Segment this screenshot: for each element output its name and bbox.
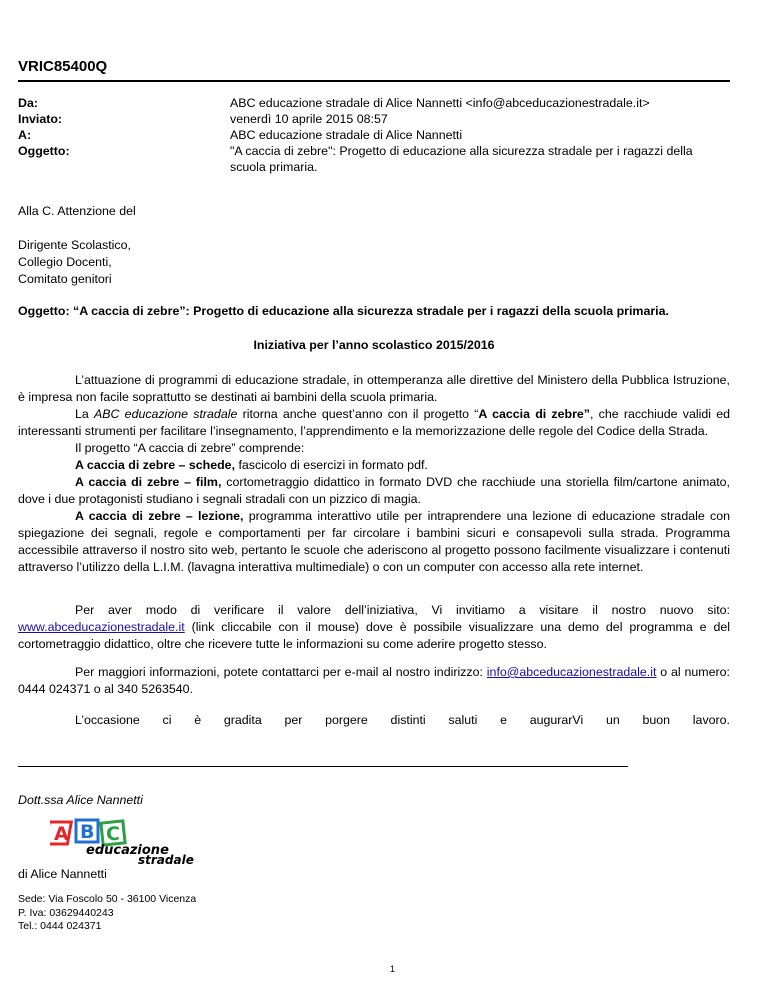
footer-line: Tel.: 0444 024371 — [18, 920, 102, 932]
website-link[interactable]: www.abceducazionestradale.it — [18, 620, 185, 634]
svg-text:C: C — [106, 823, 120, 845]
initiative-heading: Iniziativa per l’anno scolastico 2015/2016 — [253, 338, 495, 352]
body-paragraph: Per aver modo di verificare il valore dell’iniziativa, Vi invitiamo a visitare il nostro nuovo sito: www.abceducazionestradale.it (link cliccabile con il mouse) dove è possibile visualizzare una demo del programma e del cortometraggio didattico, oltre che ricevere tutte le informazioni su come aderire progetto stesso. — [18, 603, 730, 651]
closing-paragraph: L’occasione ci è gradita per porgere distinti saluti e augurarVi un buon lavoro. — [75, 713, 730, 727]
meta-value: "A caccia di zebre": Progetto di educazione alla sicurezza stradale per i ragazzi della scuola primaria. — [230, 144, 693, 174]
signature-line — [18, 766, 628, 767]
meta-row-from — [18, 95, 730, 111]
meta-value: venerdì 10 aprile 2015 08:57 — [230, 112, 388, 126]
addressee-list — [18, 237, 730, 288]
document-code: VRIC85400Q — [18, 58, 108, 75]
signature-name: Dott.ssa Alice Nannetti — [18, 793, 143, 807]
footer-line: Sede: Via Foscolo 50 - 36100 Vicenza — [18, 893, 197, 905]
body-paragraph: L’attuazione di programmi di educazione stradale, in ottemperanza alle direttive del Ministero della Pubblica Istruzione, è impresa non facile soprattutto se destinati ai bambini della scuola primaria. — [18, 373, 730, 404]
abc-logo — [50, 818, 220, 864]
body-paragraph: Il progetto “A caccia di zebre” comprende: — [75, 441, 305, 455]
list-item: A caccia di zebre – film, cortometraggio didattico in formato DVD che racchiude una storiella film/cartone animato, dove i due protagonisti studiano i segnali stradali con un pizzico di magia. — [18, 475, 731, 506]
meta-row-subject — [18, 143, 730, 175]
meta-key: Da: — [18, 96, 38, 110]
meta-key: A: — [18, 128, 32, 142]
list-item: A caccia di zebre – lezione, programma interattivo utile per intraprendere una lezione di educazione stradale con spiegazione dei segnali, regole e comportamenti per far circolare i bambini sicuri e consapevoli sulla strada. Programma accessibile attraverso il nostro sito web, pertanto le scuole che aderiscono al progetto possono facilmente visualizzare i contenuti attraverso l’utilizzo della L.I.M. (lavagna interattiva multimediale) o con un computer con accesso alla rete internet. — [18, 509, 730, 574]
email-link[interactable]: info@abceducazionestradale.it — [486, 665, 657, 679]
footer-line: P. Iva: 03629440243 — [18, 906, 114, 919]
footer-info — [18, 893, 196, 934]
svg-text:educazione: educazione — [86, 843, 169, 858]
logo-subtitle: di Alice Nannetti — [18, 867, 107, 881]
addressee-attention: Alla C. Attenzione del — [18, 204, 136, 218]
header-rule — [18, 80, 730, 82]
svg-text:stradale: stradale — [138, 853, 194, 864]
meta-key: Inviato: — [18, 112, 63, 126]
meta-key: Oggetto: — [18, 144, 70, 158]
body-paragraph: La ABC educazione stradale ritorna anche quest’anno con il progetto “A caccia di zebre”, che racchiude validi ed interessanti strumenti per facilitare l’insegnamento, l’apprendimento e la memorizzazione delle regole del Codice della Strada. — [18, 407, 730, 438]
list-item: A caccia di zebre – schede, fascicolo di esercizi in formato pdf. — [75, 458, 428, 472]
svg-text:B: B — [80, 821, 95, 843]
letter-subject: Oggetto: “A caccia di zebre”: Progetto di educazione alla sicurezza stradale per i ragazzi della scuola primaria. — [18, 304, 669, 318]
page-number: 1 — [390, 964, 396, 974]
addressee-line: Collegio Docenti, — [18, 255, 112, 269]
body-paragraph: Per maggiori informazioni, potete contattarci per e-mail al nostro indirizzo: info@abceducazionestradale.it o al numero: 0444 024371 o al 340 5263540. — [18, 665, 730, 696]
addressee-line: Dirigente Scolastico, — [18, 238, 131, 252]
addressee-line: Comitato genitori — [18, 272, 112, 286]
email-meta — [18, 95, 730, 175]
svg-text:A: A — [54, 823, 69, 845]
meta-row-to — [18, 127, 730, 143]
meta-row-sent — [18, 111, 730, 127]
meta-value: ABC educazione stradale di Alice Nannetti <info@abceducazionestradale.it> — [230, 96, 650, 110]
meta-value: ABC educazione stradale di Alice Nannetti — [230, 128, 463, 142]
letter-body — [18, 372, 730, 576]
